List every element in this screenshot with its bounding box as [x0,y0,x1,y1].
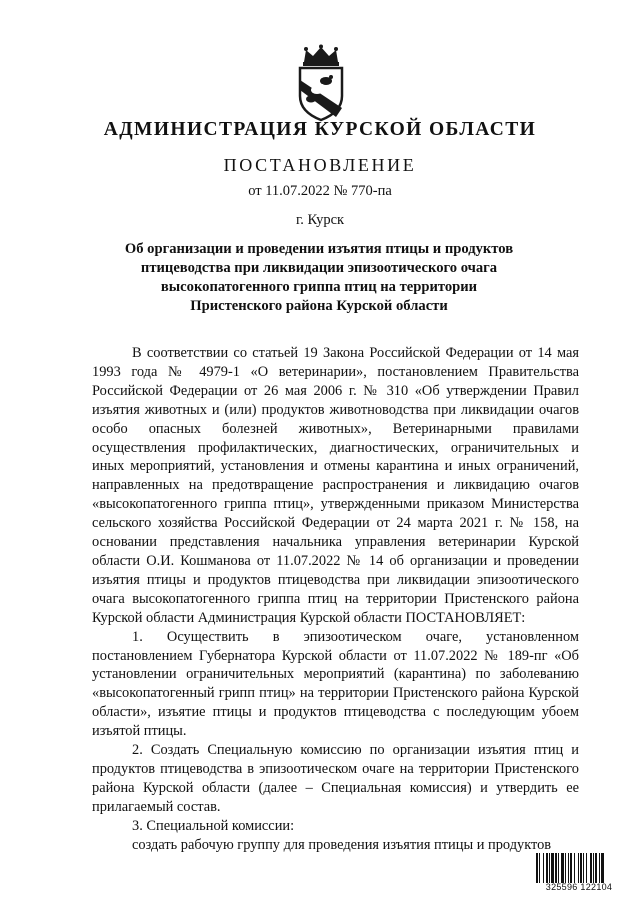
clause-2-paragraph: 2. Создать Специальную комиссию по организации изъятия птиц и продуктов птицеводства в эпизоотическом очаге на территории Пристенского района Курской области (далее – Специальная комиссия) и утвердить ее прилагаемый состав. [92,742,579,815]
title-line: Пристенского района Курской области [190,298,448,314]
clause-3-continuation: создать рабочую группу для проведения изъятия птицы и продуктов [132,836,552,853]
document-city: г. Курск [295,212,345,228]
document-body [92,344,579,854]
title-line: высокопатогенного гриппа птиц на территории [160,279,478,295]
coat-of-arms-icon [290,44,352,122]
document-type: ПОСТАНОВЛЕНИЕ [223,155,417,175]
clause-1-paragraph: 1. Осуществить в эпизоотическом очаге, установленном постановлением Губернатора Курской области от 11.07.2022 № 189-пг «Об установлении ограничительных мероприятий (карантина) по заболеванию «высокопатогенный грипп птиц» на территории Пристенского района Курской области», изъятие птицы и продуктов птицеводства с последующим убоем изъятой птицы. [92,628,579,740]
title-line: Об организации и проведении изъятия птицы и продуктов [124,241,514,257]
document-title [90,240,548,316]
barcode-icon [535,853,623,883]
organization-name: АДМИНИСТРАЦИЯ КУРСКОЙ ОБЛАСТИ [103,119,537,140]
document-barcode [535,853,623,893]
preamble-paragraph: В соответствии со статьей 19 Закона Российской Федерации от 14 мая 1993 года № 4979-1 «О ветеринарии», постановлением Правительства Российской Федерации от 26 мая 2006 г. № 310 «Об утверждении Правил изъятия животных и (или) продуктов животноводства при ликвидации очагов особо опасных болезней животных», Ветеринарными правилами осуществления профилактических, диагностических, ограничительных и иных мероприятий, установления и отмены карантина и иных ограничений, направленных на предотвращение распространения и ликвидацию очагов «высокопатогенного гриппа птиц», утвержденными приказом Министерства сельского хозяйства Российской Федерации от 24 марта 2021 г. № 158, на основании представления начальника управления ветеринарии Курской области О.И. Кошманова от 11.07.2022 № 14 об организации и проведении изъятия птицы и продуктов птицеводства при ликвидации эпизоотического очага высокопатогенного гриппа птиц на территории Пристенского района Курской области Администрация Курской области ПОСТАНОВЛЯЕТ: [92,345,579,626]
clause-3-paragraph: 3. Специальной комиссии: [132,817,295,834]
barcode-number: 325596 122104 [545,882,613,892]
document-number: от 11.07.2022 № 770-па [248,183,392,199]
title-line: птицеводства при ликвидации эпизоотического очага [140,260,498,276]
